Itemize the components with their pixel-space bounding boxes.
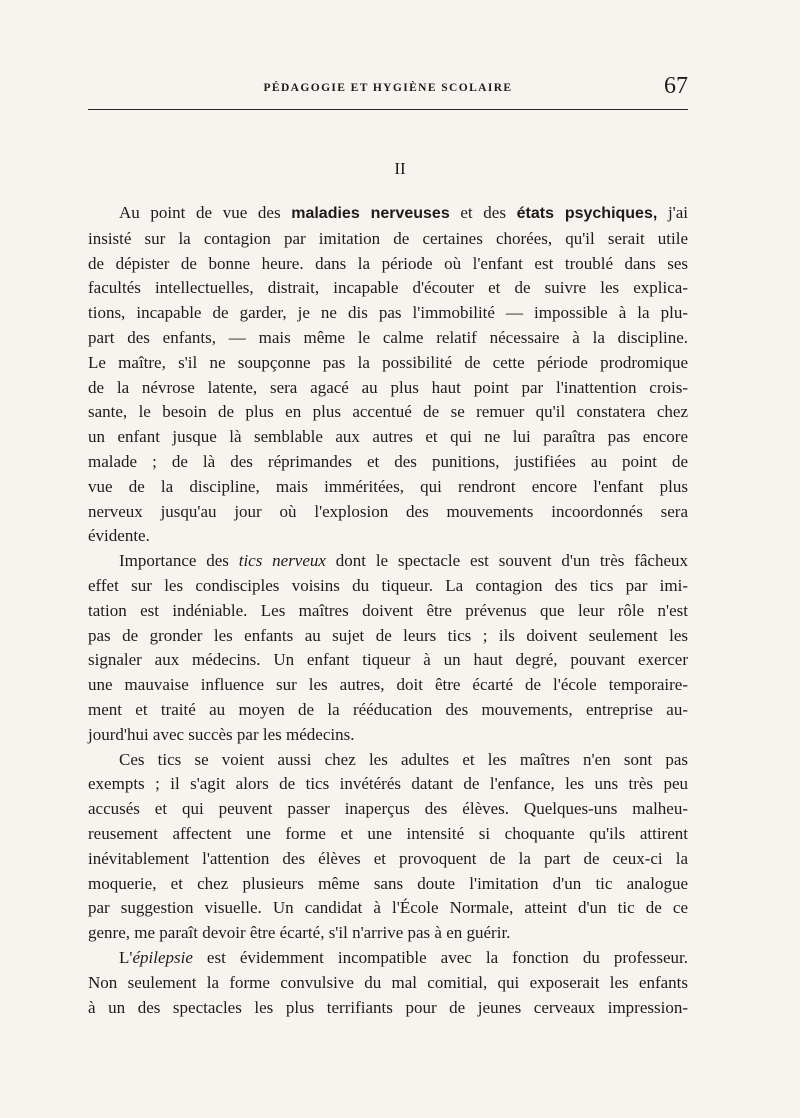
running-title: PÉDAGOGIE ET HYGIÈNE SCOLAIRE	[263, 82, 513, 94]
text-line: Le maître, s'il ne soupçonne pas la possibilité de cette période prodromique	[88, 352, 688, 372]
text-line: une mauvaise influence sur les autres, doit être écarté de l'école temporaire-	[88, 675, 688, 695]
text-line: nerveux jusqu'au jour où l'explosion des mouvements incoordonnés sera	[88, 501, 688, 521]
text-line: malade ; de là des réprimandes et des punitions, justifiées au point de	[88, 451, 688, 471]
paragraph-nervous-diseases	[88, 201, 688, 549]
text-line: évidente.	[88, 526, 150, 546]
text-line: à un des spectacles les plus terrifiants pour de jeunes cerveaux impression-	[88, 997, 688, 1017]
text-line: L'épilepsie est évidemment incompatible avec la fonction du professeur.	[119, 947, 688, 967]
text-line: moquerie, et chez plusieurs même sans doute l'imitation d'un tic analogue	[88, 873, 688, 893]
paragraph-adult-tics	[88, 748, 688, 946]
text-line: genre, me paraît devoir être écarté, s'il n'arrive pas à en guérir.	[88, 923, 511, 943]
text-line: signaler aux médecins. Un enfant tiqueur à un haut degré, pouvant exercer	[88, 650, 688, 670]
text-line: reusement affectent une forme et une intensité si choquante qu'ils attirent	[88, 823, 688, 843]
text-line: un enfant jusque là semblable aux autres et qui ne lui paraîtra pas encore	[88, 427, 688, 447]
text-line: Non seulement la forme convulsive du mal comitial, qui exposerait les enfants	[88, 972, 688, 992]
text-line: Ces tics se voient aussi chez les adultes et les maîtres n'en sont pas	[119, 749, 688, 769]
text-line: Importance des tics nerveux dont le spectacle est souvent d'un très fâcheux	[119, 551, 688, 571]
emphasis-bold: maladies nerveuses	[291, 205, 450, 222]
text-line: part des enfants, — mais même le calme relatif nécessaire à la discipline.	[88, 327, 688, 347]
text-line: tation est indéniable. Les maîtres doivent être prévenus que leur rôle n'est	[88, 600, 688, 620]
text-line: ment et traité au moyen de la rééducation des mouvements, entreprise au-	[88, 699, 688, 719]
page-number: 67	[664, 73, 688, 99]
text-line: insisté sur la contagion par imitation de certaines chorées, qu'il serait utile	[88, 228, 688, 248]
paragraph-epilepsy	[88, 946, 688, 1020]
header-rule	[88, 109, 688, 110]
emphasis-italic: tics nerveux	[238, 551, 326, 571]
emphasis-bold: états psychiques,	[516, 205, 658, 222]
text-line: jourd'hui avec succès par les médecins.	[88, 724, 355, 744]
text-line: vue de la discipline, mais imméritées, qui rendront encore l'enfant plus	[88, 476, 688, 496]
text-line: accusés et qui peuvent passer inaperçus des élèves. Quelques-uns malheu-	[88, 799, 688, 819]
text-line: exempts ; il s'agit alors de tics invétérés datant de l'enfance, les uns très peu	[88, 774, 688, 794]
text-line: facultés intellectuelles, distrait, incapable d'écouter et de suivre les explica-	[88, 278, 688, 298]
text-line: sante, le besoin de plus en plus accentué de se remuer qu'il constatera chez	[88, 402, 688, 422]
emphasis-italic: épilepsie	[132, 947, 193, 967]
text-line: de dépister de bonne heure. dans la période où l'enfant est troublé dans ses	[88, 253, 688, 273]
section-number: II	[394, 159, 406, 178]
paragraph-nervous-tics	[88, 549, 688, 747]
text-line: par suggestion visuelle. Un candidat à l'École Normale, atteint d'un tic de ce	[88, 898, 688, 918]
body-text	[88, 201, 688, 1020]
text-line: effet sur les condisciples voisins du tiqueur. La contagion des tics par imi-	[88, 575, 688, 595]
text-line: pas de gronder les enfants au sujet de leurs tics ; ils doivent seulement les	[88, 625, 688, 645]
text-line: inévitablement l'attention des élèves et provoquent de la part de ceux-ci la	[88, 848, 688, 868]
text-line: Au point de vue des maladies nerveuses et des états psychiques, j'ai	[119, 203, 689, 222]
page-header	[88, 70, 688, 106]
text-line: tions, incapable de garder, je ne dis pas l'immobilité — impossible à la plu-	[88, 303, 688, 323]
text-line: de la névrose latente, sera agacé au plus haut point par l'inattention crois-	[88, 377, 688, 397]
